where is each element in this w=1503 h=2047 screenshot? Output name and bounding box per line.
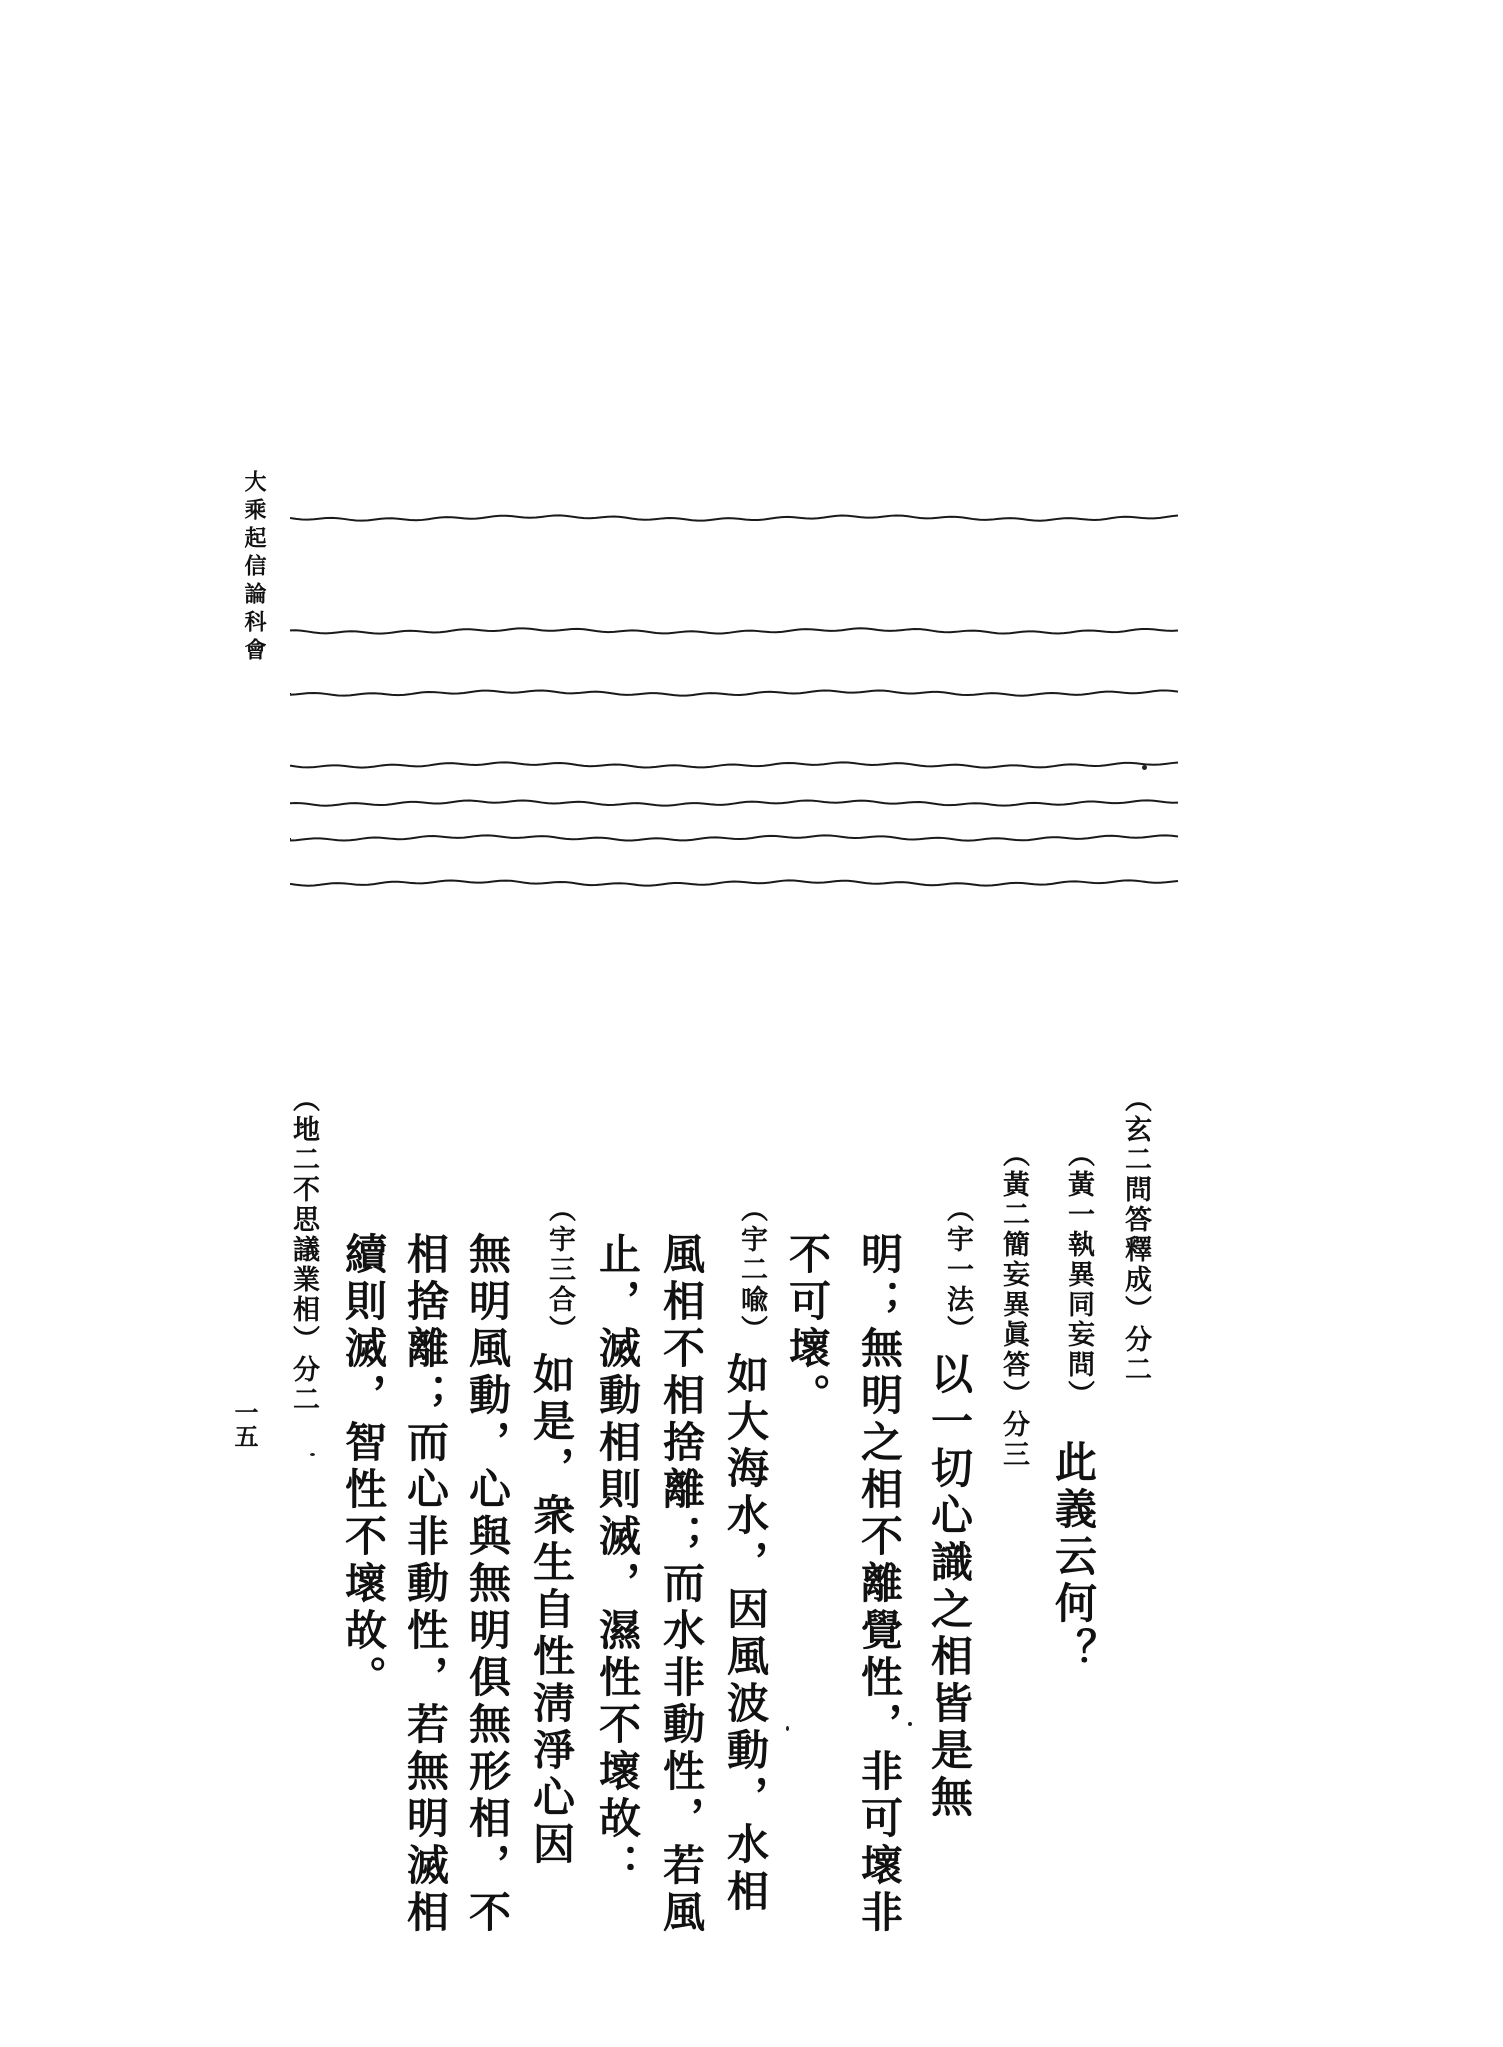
question-text: 此義云何？: [1049, 1440, 1098, 1675]
he-line-1: 如是，衆生自性淸淨心因: [527, 1352, 576, 1869]
heading-di2: （地二不思議業相）分二: [288, 1085, 319, 1415]
yu-line-3: 止，滅動相則滅，濕性不壞故：: [593, 1232, 642, 1890]
print-speck: [786, 1726, 789, 1731]
print-speck: [310, 1453, 315, 1456]
heading-xuan2: （玄二問答釋成）分二: [1120, 1085, 1151, 1385]
print-speck: [908, 1722, 912, 1726]
he-line-3: 相捨離；而心非動性，若無明滅相: [401, 1232, 450, 1937]
he-line-4: 續則滅，智性不壞故。: [339, 1232, 388, 1702]
heading-yu1: （宇一法）: [942, 1195, 973, 1345]
yu-line-2: 風相不相捨離；而水非動性，若風: [657, 1232, 706, 1937]
fa-line-2: 明；無明之相不離覺性，非可壞非: [855, 1232, 904, 1937]
fa-line-1: 以一切心識之相皆是無: [925, 1352, 974, 1822]
running-title: 大乘起信論科會: [241, 470, 267, 666]
heading-yu2: （宇二喩）: [736, 1195, 767, 1345]
heading-huang2: （黃二簡妄異眞答）分三: [998, 1140, 1029, 1470]
print-speck: [1142, 765, 1147, 770]
page-number: 一五: [230, 1400, 259, 1448]
heading-huang1: （黃一執異同妄問）: [1063, 1140, 1094, 1410]
yu-line-1: 如大海水，因風波動，水相: [721, 1352, 770, 1916]
he-line-2: 無明風動，心與無明俱無形相，不: [463, 1232, 512, 1937]
heading-yu3: （宇三合）: [544, 1195, 575, 1345]
fa-line-3: 不可壞。: [783, 1232, 832, 1420]
